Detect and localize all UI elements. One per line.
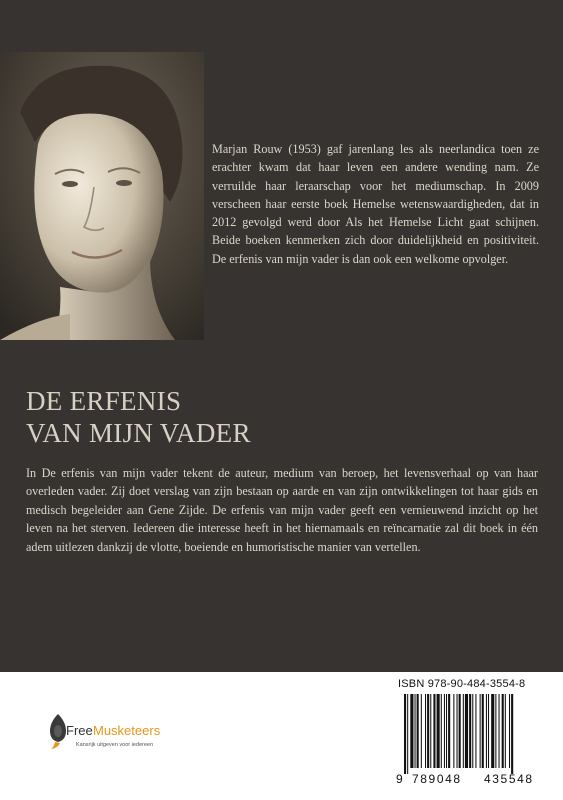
barcode-bar <box>499 694 500 768</box>
author-portrait <box>0 52 204 340</box>
author-bio-text: Marjan Rouw (1953) gaf jarenlang les als neerlandica toen ze erachter kwam dat haar leven een andere wending nam. Ze verruilde haar leraarschap voor het mediumschap. In 2009 verscheen haar eerste boek Hemelse wetenswaardigheden, dat in 2012 gevolgd werd door Als het Hemelse Licht gaat schijnen. Beide boeken kenmerken zich door duidelijkheid en positiviteit. De erfenis van mijn vader is dan ook een welkome opvolger. <box>212 142 539 266</box>
barcode-bar <box>453 694 454 768</box>
publisher-name-musketeers: Musketeers <box>93 723 161 738</box>
barcode-bar <box>486 694 487 768</box>
barcode-bar <box>511 694 513 774</box>
barcode-bar <box>444 694 445 768</box>
barcode-bar <box>491 694 494 768</box>
barcode-bar <box>433 694 435 768</box>
barcode-bar <box>463 694 464 768</box>
barcode-bar <box>482 694 484 768</box>
barcode-digit-first: 9 <box>396 772 405 786</box>
book-title-line-2: VAN MIJN VADER <box>26 418 251 448</box>
barcode-bar <box>465 694 468 768</box>
author-bio <box>212 140 539 268</box>
publisher-tagline: Kansrijk uitgeven voor iedereen <box>76 742 154 748</box>
barcode-bar <box>404 694 406 774</box>
barcode-bar <box>446 694 447 768</box>
barcode-bar <box>488 694 489 768</box>
barcode-bar <box>421 694 422 768</box>
barcode-bar <box>509 694 510 768</box>
isbn-barcode <box>394 672 563 800</box>
barcode-bar <box>472 694 473 768</box>
barcode-bar <box>417 694 419 768</box>
barcode-bar <box>475 694 476 768</box>
barcode-bar <box>410 694 413 768</box>
barcode-bar <box>407 694 408 774</box>
barcode-bar <box>415 694 416 768</box>
book-blurb <box>26 464 538 556</box>
barcode-bar <box>437 694 440 768</box>
publisher-name-free: Free <box>66 723 93 738</box>
barcode-bar <box>459 694 461 768</box>
author-portrait-image <box>0 52 204 340</box>
barcode-bar <box>502 694 504 768</box>
barcode-bar <box>457 694 458 768</box>
barcode-bar <box>505 694 506 768</box>
book-title <box>26 385 251 449</box>
barcode-bar <box>441 694 442 768</box>
barcode-digits-right: 435548 <box>484 772 534 786</box>
cover-footer <box>0 672 563 800</box>
book-title-line-1: DE ERFENIS <box>26 386 182 416</box>
isbn-number: ISBN 978-90-484-3554-8 <box>398 678 526 690</box>
barcode-bar <box>427 694 429 768</box>
barcode-bar <box>469 694 471 768</box>
barcode-digits-left: 789048 <box>412 772 462 786</box>
barcode-bar <box>425 694 426 768</box>
barcode-bar <box>495 694 496 768</box>
barcode-icon <box>404 694 554 774</box>
speech-bubble-logo-icon <box>49 712 67 750</box>
barcode-bar <box>448 694 450 768</box>
barcode-bar <box>430 694 431 768</box>
publisher-logo <box>49 712 209 762</box>
book-blurb-text: In De erfenis van mijn vader tekent de auteur, medium van beroep, het levensverhaal op van haar overleden vader. Zij doet verslag van zijn bestaan op aarde en van zijn ontwikkelingen tot haar gids en medisch begeleider aan Gene Zijde. De erfenis van mijn vader geeft een vernieuwend inzicht op het leven na het sterven. Iedereen die interesse heeft in het hiernamaals en reïncarnatie zal dit boek in één adem uitlezen dankzij de vlotte, boeiende en humoristische manier van vertellen. <box>26 466 538 554</box>
barcode-bar <box>480 694 481 768</box>
